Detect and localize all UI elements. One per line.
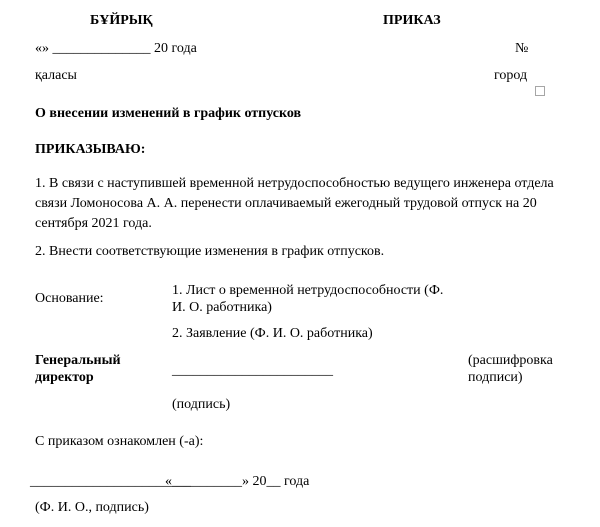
decoding-caption-line-2: подписи) — [468, 370, 523, 385]
order-item-1: 1. В связи с наступившей временной нетрудоспособностью ведущего инженера отдела связи Ломоносова А. А. перенести оплачиваемый ежегодный трудовой отпуск на 20 сентября 2021 года. — [35, 176, 554, 231]
number-label: № — [515, 41, 529, 56]
decoding-caption-line-1: (расшифровка — [468, 353, 553, 368]
title-ru: ПРИКАЗ — [383, 13, 441, 28]
basis-doc-1-line-1: 1. Лист о временной нетрудоспособности (Ф. — [172, 283, 444, 298]
basis-doc-1-line-2: И. О. работника) — [172, 300, 272, 315]
basis-doc-2: 2. Заявление (Ф. И. О. работника) — [172, 326, 373, 341]
acknowledgement-caption: (Ф. И. О., подпись) — [35, 500, 149, 515]
checkbox[interactable] — [535, 86, 545, 96]
acknowledgement-sign-line: _______________________ — [30, 474, 191, 489]
order-item-2: 2. Внести соответствующие изменения в график отпусков. — [35, 244, 385, 259]
city-kz: қаласы — [35, 68, 77, 83]
signature-caption: (подпись) — [172, 397, 231, 412]
title-kz: БҰЙРЫҚ — [90, 13, 153, 28]
order-word: ПРИКАЗЫВАЮ: — [35, 142, 146, 157]
acknowledgement-date-line: «__________» 20__ года — [165, 474, 310, 489]
basis-label: Основание: — [35, 291, 104, 306]
city-ru: город — [494, 68, 528, 83]
signer-position-line-2: директор — [35, 370, 94, 385]
acknowledgement-text: С приказом ознакомлен (-а): — [35, 434, 204, 449]
date-line: «» ______________ 20 года — [35, 41, 197, 56]
signer-position-line-1: Генеральный — [35, 353, 121, 368]
signature-line: _______________________ — [172, 363, 333, 378]
subject-heading: О внесении изменений в график отпусков — [35, 106, 302, 121]
